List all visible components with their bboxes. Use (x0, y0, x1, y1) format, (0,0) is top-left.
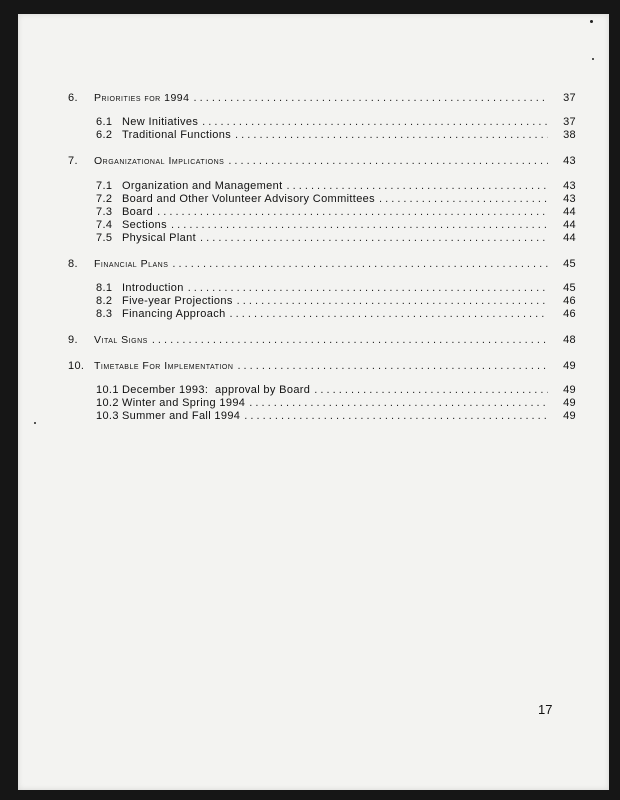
toc-section-7[interactable] (68, 155, 576, 168)
toc-subsection-number: 7.2 (96, 193, 113, 205)
toc-subsection-7-2[interactable] (68, 193, 576, 206)
toc-section-10[interactable] (68, 360, 576, 373)
dot-leader (249, 397, 548, 410)
toc-subsection-title: Board (122, 206, 154, 218)
toc-subsection-title: Financing Approach (122, 308, 226, 320)
toc-page-number: 49 (563, 360, 576, 372)
dot-leader (202, 116, 548, 129)
dot-leader (237, 360, 548, 373)
dot-leader (200, 232, 548, 245)
toc-subsection-number: 7.3 (96, 206, 113, 218)
toc-subsection-6-2[interactable] (68, 129, 576, 142)
toc-section-title: Vital Signs (94, 334, 148, 346)
toc-page-number: 37 (563, 92, 576, 104)
dot-leader (228, 155, 548, 168)
toc-section-6[interactable] (68, 92, 576, 105)
toc-subsection-number: 7.4 (96, 219, 113, 231)
toc-subsection-number: 7.5 (96, 232, 113, 244)
toc-section-title: Financial Plans (94, 258, 169, 270)
toc-subsection-title: Physical Plant (122, 232, 196, 244)
dot-leader (314, 384, 548, 397)
toc-subsection-10-1[interactable] (68, 384, 576, 397)
dot-leader (235, 129, 548, 142)
toc-subsection-number: 6.1 (96, 116, 113, 128)
toc-section-number: 8. (68, 258, 78, 270)
dot-leader (287, 180, 549, 193)
toc-subsection-number: 6.2 (96, 129, 113, 141)
toc-section-title: Timetable For Implementation (94, 360, 234, 372)
toc-subsection-8-2[interactable] (68, 295, 576, 308)
toc-page-number: 44 (563, 219, 576, 231)
toc-subsection-6-1[interactable] (68, 116, 576, 129)
toc-subsection-title: December 1993: approval by Board (122, 384, 311, 396)
toc-section-9[interactable] (68, 334, 576, 347)
dot-leader (244, 410, 548, 423)
toc-subsection-title: Organization and Management (122, 180, 283, 192)
toc-subsection-title: Traditional Functions (122, 129, 232, 141)
toc-page-number: 46 (563, 308, 576, 320)
toc-subsection-7-5[interactable] (68, 232, 576, 245)
toc-subsection-title: Board and Other Volunteer Advisory Committees (122, 193, 375, 205)
toc-subsection-title: Introduction (122, 282, 184, 294)
toc-subsection-number: 7.1 (96, 180, 113, 192)
toc-page-number: 49 (563, 410, 576, 422)
toc-section-number: 6. (68, 92, 78, 104)
toc-subsection-number: 8.3 (96, 308, 113, 320)
scan-speck (592, 58, 594, 60)
toc-subsection-title: Sections (122, 219, 167, 231)
toc-page-number: 49 (563, 384, 576, 396)
toc-subsection-number: 8.1 (96, 282, 113, 294)
toc-subsection-10-2[interactable] (68, 397, 576, 410)
toc-subsection-title: Five-year Projections (122, 295, 233, 307)
toc-subsection-title: Winter and Spring 1994 (122, 397, 246, 409)
dot-leader (188, 282, 548, 295)
toc-subsection-8-3[interactable] (68, 308, 576, 321)
dot-leader (157, 206, 548, 219)
scan-speck (590, 20, 593, 23)
page-number: 17 (538, 702, 553, 717)
toc-subsection-7-1[interactable] (68, 180, 576, 193)
dot-leader (237, 295, 548, 308)
toc-page-number: 44 (563, 206, 576, 218)
dot-leader (152, 334, 548, 347)
toc-section-title: Priorities for 1994 (94, 92, 190, 104)
dot-leader (171, 219, 548, 232)
toc-subsection-number: 10.2 (96, 397, 119, 409)
toc-section-number: 9. (68, 334, 78, 346)
toc-section-number: 10. (68, 360, 85, 372)
dot-leader (172, 258, 548, 271)
toc-section-title: Organizational Implications (94, 155, 225, 167)
toc-subsection-10-3[interactable] (68, 410, 576, 423)
document-page (18, 14, 609, 790)
dot-leader (230, 308, 548, 321)
toc-subsection-number: 8.2 (96, 295, 113, 307)
toc-subsection-number: 10.3 (96, 410, 119, 422)
toc-page-number: 43 (563, 180, 576, 192)
toc-page-number: 45 (563, 282, 576, 294)
toc-subsection-7-4[interactable] (68, 219, 576, 232)
toc-page-number: 38 (563, 129, 576, 141)
toc-page-number: 43 (563, 155, 576, 167)
toc-subsection-7-3[interactable] (68, 206, 576, 219)
toc-section-number: 7. (68, 155, 78, 167)
toc-page-number: 43 (563, 193, 576, 205)
toc-page-number: 37 (563, 116, 576, 128)
toc-page-number: 45 (563, 258, 576, 270)
toc-page-number: 46 (563, 295, 576, 307)
scan-speck (34, 422, 36, 424)
toc-page-number: 44 (563, 232, 576, 244)
dot-leader (193, 92, 548, 105)
dot-leader (379, 193, 548, 206)
toc-page-number: 49 (563, 397, 576, 409)
toc-section-8[interactable] (68, 258, 576, 271)
toc-subsection-title: Summer and Fall 1994 (122, 410, 241, 422)
toc-subsection-8-1[interactable] (68, 282, 576, 295)
toc-subsection-number: 10.1 (96, 384, 119, 396)
toc-page-number: 48 (563, 334, 576, 346)
toc-subsection-title: New Initiatives (122, 116, 199, 128)
